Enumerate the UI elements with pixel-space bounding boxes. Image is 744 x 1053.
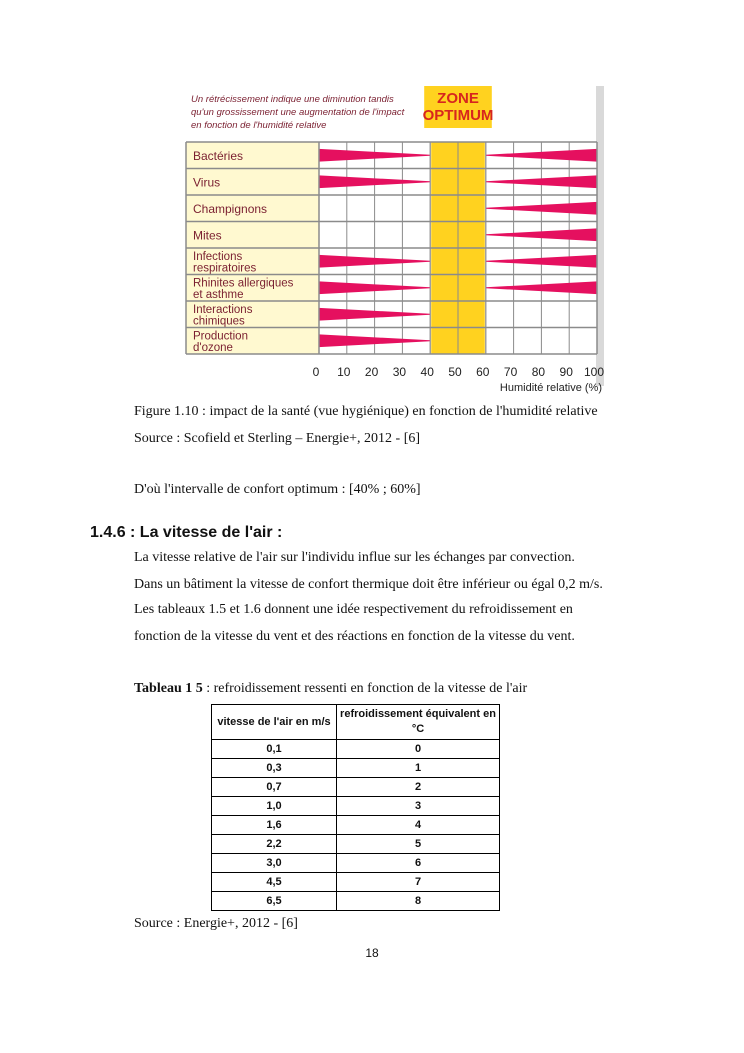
table-row	[212, 854, 500, 873]
cooling-cell: 0	[337, 740, 500, 759]
page-number: 18	[365, 946, 379, 960]
table-row	[212, 797, 500, 816]
table-row	[212, 759, 500, 778]
cooling-cell: 8	[337, 892, 500, 911]
paragraph-line: La vitesse relative de l'air sur l'individu influe sur les échanges par convection.	[134, 550, 575, 565]
table-body	[212, 740, 500, 911]
row-label: Production	[193, 330, 248, 343]
row-label: Rhinites allergiques	[193, 277, 294, 290]
air-speed-cell: 1,0	[212, 797, 337, 816]
humidity-impact-figure	[183, 86, 608, 394]
figure-caption: Figure 1.10 : impact de la santé (vue hygiénique) en fonction de l'humidité relative	[134, 404, 598, 419]
table-row	[212, 892, 500, 911]
air-speed-cell: 3,0	[212, 854, 337, 873]
cooling-cell: 5	[337, 835, 500, 854]
row-label: et asthme	[193, 288, 244, 301]
table-header-row	[212, 705, 500, 740]
paragraph-line: fonction de la vitesse du vent et des réactions en fonction de la vitesse du vent.	[134, 629, 575, 644]
table-title-text: : refroidissement ressenti en fonction de la vitesse de l'air	[202, 681, 528, 696]
section-heading: 1.4.6 : La vitesse de l'air :	[90, 524, 283, 541]
x-tick-label: 30	[392, 365, 407, 379]
air-speed-cell: 1,6	[212, 816, 337, 835]
humidity-impact-chart	[183, 86, 608, 394]
air-speed-cell: 0,7	[212, 778, 337, 797]
table-title-label: Tableau 1 5	[134, 681, 203, 696]
header-air-speed: vitesse de l'air en m/s	[212, 705, 337, 740]
figure-note-line: Un rétrécissement indique une diminution tandis	[191, 94, 394, 105]
x-tick-label: 90	[559, 365, 573, 379]
row-label: d'ozone	[193, 341, 233, 354]
table-row	[212, 873, 500, 892]
zone-label: ZONE	[437, 90, 479, 107]
row-label: respiratoires	[193, 262, 257, 275]
row-label: Champignons	[193, 201, 268, 216]
x-tick-label: 100	[583, 365, 605, 379]
x-tick-label: 40	[420, 365, 434, 379]
row-label: Infections	[193, 250, 243, 263]
table-title	[134, 680, 527, 698]
row-label: chimiques	[193, 315, 245, 328]
air-speed-cell: 4,5	[212, 873, 337, 892]
cooling-cell: 4	[337, 816, 500, 835]
figure-note-line: en fonction de l'humidité relative	[191, 120, 327, 131]
air-speed-cell: 0,1	[212, 740, 337, 759]
cooling-cell: 6	[337, 854, 500, 873]
x-tick-label: 80	[531, 365, 546, 379]
paragraph-line: Dans un bâtiment la vitesse de confort thermique doit être inférieur ou égal 0,2 m/s.	[134, 577, 603, 592]
cooling-table	[211, 704, 500, 911]
table-row	[212, 740, 500, 759]
x-tick-label: 50	[448, 365, 462, 379]
header-cooling: refroidissement équivalent en °C	[337, 705, 500, 740]
cooling-cell: 2	[337, 778, 500, 797]
x-tick-label: 10	[337, 365, 351, 379]
table-row	[212, 835, 500, 854]
x-tick-label: 0	[312, 365, 320, 379]
zone-label: OPTIMUM	[422, 107, 494, 124]
x-tick-label: 60	[476, 365, 490, 379]
table-source: Source : Energie+, 2012 - [6]	[134, 916, 298, 931]
figure-note-line: qu'un grossissement une augmentation de l'impact	[191, 107, 405, 118]
x-tick-label: 70	[503, 365, 518, 379]
air-speed-cell: 2,2	[212, 835, 337, 854]
air-speed-cell: 0,3	[212, 759, 337, 778]
comfort-interval-conclusion: D'où l'intervalle de confort optimum : [40% ; 60%]	[134, 482, 421, 497]
air-speed-cell: 6,5	[212, 892, 337, 911]
paragraph-line: Les tableaux 1.5 et 1.6 donnent une idée respectivement du refroidissement en	[134, 602, 573, 617]
table-row	[212, 816, 500, 835]
row-label: Bactéries	[193, 148, 244, 163]
row-label: Interactions	[193, 303, 253, 316]
row-label: Virus	[193, 175, 221, 190]
figure-source: Source : Scofield et Sterling – Energie+, 2012 - [6]	[134, 431, 421, 446]
cooling-cell: 3	[337, 797, 500, 816]
table-row	[212, 778, 500, 797]
cooling-cell: 7	[337, 873, 500, 892]
row-label: Mites	[193, 228, 222, 243]
cooling-cell: 1	[337, 759, 500, 778]
x-tick-label: 20	[364, 365, 379, 379]
x-axis-label: Humidité relative (%)	[499, 382, 602, 394]
